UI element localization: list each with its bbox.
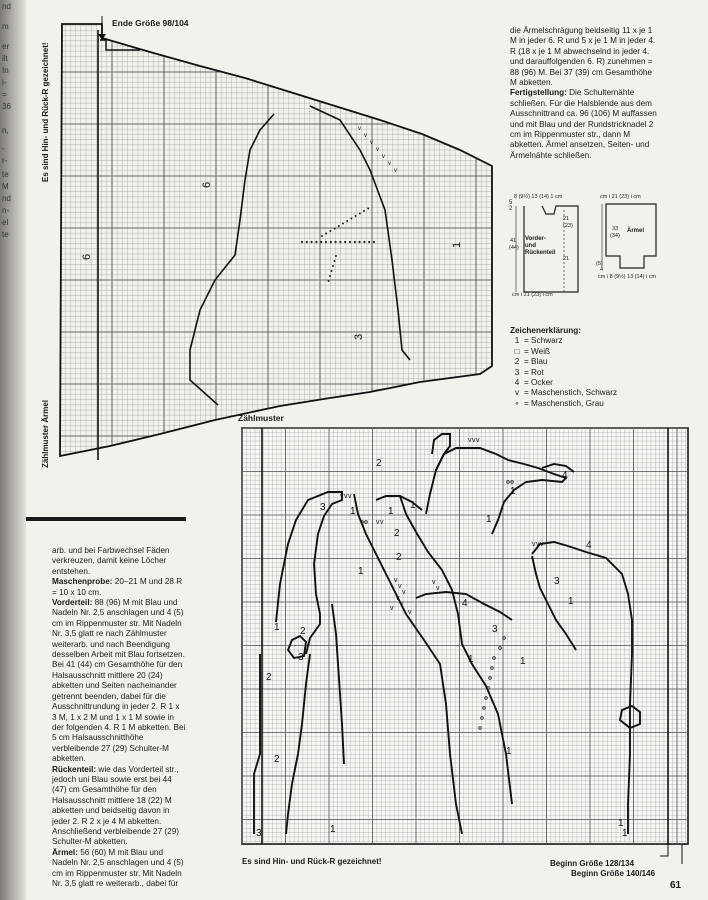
sleeve-chart-colour-border bbox=[190, 114, 274, 405]
body-chart-colour-number: 1 bbox=[468, 654, 474, 665]
legend-symbol: v bbox=[514, 388, 520, 398]
facing-page-fragment: te bbox=[2, 170, 9, 179]
body-schematic-label bbox=[525, 236, 555, 257]
maschenstich-black: v bbox=[390, 605, 394, 612]
facing-page-fragment: er bbox=[2, 42, 10, 51]
sleeve-label: Ärmel: bbox=[52, 847, 78, 857]
facing-page-fragment: 36 bbox=[2, 102, 11, 111]
finishing-text: Die Schulternähte schließen. Für die Halsblende aus dem Ausschnittrand ca. 96 (106) M auffassen und mit Blau und der Rundstricknadel 2 cm im Rippenmuster str., dann M abketten. Ärmel ansetzen, Seiten- und Ärmelnähte schließen. bbox=[510, 88, 657, 160]
facing-page-fragment: te bbox=[2, 230, 9, 239]
legend-symbol: 1 bbox=[514, 336, 520, 346]
facing-page-fragment: nd bbox=[2, 194, 11, 203]
sleeve-schematic-cuff-alt: (5) bbox=[596, 261, 603, 267]
body-chart-colour-number: 2 bbox=[274, 754, 280, 765]
body-schematic-top-measure: 8 (9½) 13 (14) 1 cm bbox=[514, 194, 563, 200]
svg-text:v: v bbox=[394, 168, 397, 174]
body-schematic-neck-depth: 5 bbox=[509, 200, 513, 206]
body-schematic-lower-height: 21 bbox=[563, 256, 570, 262]
legend-item bbox=[510, 347, 670, 357]
body-chart-colour-number: 2 bbox=[300, 626, 306, 637]
legend-symbol: 4 bbox=[514, 378, 520, 388]
facing-page-fragment: n- bbox=[2, 206, 10, 215]
sleeve-chart-colour-number: 3 bbox=[353, 333, 365, 340]
maschenstich-black: v bbox=[476, 437, 480, 444]
facing-page-fragment: i- bbox=[2, 78, 7, 87]
legend-item bbox=[510, 368, 670, 378]
body-chart-colour-number: 2 bbox=[394, 528, 400, 539]
legend-item bbox=[510, 357, 670, 367]
instructions-right-column bbox=[510, 26, 658, 161]
sleeve-chart-outline bbox=[60, 24, 492, 456]
svg-text:v: v bbox=[382, 154, 385, 160]
maschenstich-black: v bbox=[396, 595, 400, 602]
body-chart-colour-number: 2 bbox=[376, 458, 382, 469]
body-chart-frame bbox=[242, 428, 688, 844]
svg-text:v: v bbox=[364, 133, 367, 139]
maschenstich-black: v bbox=[344, 493, 348, 500]
sleeve-chart-grid bbox=[40, 10, 500, 470]
legend-text: = Ocker bbox=[524, 378, 553, 388]
sleeve-text: 56 (60) M mit Blau und Nadeln Nr. 2,5 anschlagen und 4 (5) cm im Rippenmuster str. Mit Nadeln Nr. 3,5 glatt re weiterarb., dabei für bbox=[52, 847, 184, 888]
sleeve-chart-colour-border-2 bbox=[310, 106, 410, 360]
body-chart-colour-number: 1 bbox=[350, 506, 356, 517]
maschenstich-black: v bbox=[432, 579, 436, 586]
maschenstich-black: v bbox=[468, 437, 472, 444]
svg-text:v: v bbox=[376, 147, 379, 153]
begin-size-arrow-2 bbox=[672, 844, 682, 864]
body-schematic-shoulder: 2 bbox=[509, 206, 513, 212]
legend-symbol: 3 bbox=[514, 367, 520, 377]
facing-page-fragment: nd bbox=[2, 2, 11, 11]
maschenstich-black: v bbox=[376, 519, 380, 526]
maschenstich-black: v bbox=[400, 601, 404, 608]
finishing-label: Fertigstellung: bbox=[510, 88, 567, 98]
body-chart-colour-number: 1 bbox=[330, 824, 336, 835]
legend-symbol: □ bbox=[514, 346, 520, 356]
body-schematic-label-line1: Vorder- bbox=[525, 236, 546, 242]
back-label: Rückenteil: bbox=[52, 764, 97, 774]
sleeve-schematic-cuff: 4 bbox=[600, 267, 604, 273]
begin-size-140-label: Beginn Größe 140/146 bbox=[571, 869, 656, 878]
legend-text: = Maschenstich, Grau bbox=[524, 398, 604, 408]
sleeve-shaping-text: die Ärmelschrägung beidseitig 11 x je 1 M in jeder 6. R und 5 x je 1 M in jeder 4. R (18 x je 1 M abwechselnd in jeder 4. und darauffolgenden 6. R) zunehmen = 88 (96) M. Bei 37 (39) cm Gesamthöhe M abketten. bbox=[510, 26, 656, 88]
body-chart-colour-number: 3 bbox=[298, 652, 304, 663]
body-chart-colour-number: 1 bbox=[520, 656, 526, 667]
legend bbox=[510, 326, 670, 409]
legend-text: = Schwarz bbox=[524, 336, 563, 346]
legend-symbol: 2 bbox=[514, 357, 520, 367]
maschenstich-black: v bbox=[340, 493, 344, 500]
sleeve-chart bbox=[40, 10, 513, 470]
sleeve-chart-end-size-label: Ende Größe 98/104 bbox=[112, 18, 189, 28]
body-schematic-total-height: 41 bbox=[510, 238, 517, 244]
sleeve-chart-colour-number: 6 bbox=[81, 253, 93, 260]
svg-text:v: v bbox=[370, 140, 373, 146]
legend-item bbox=[510, 336, 670, 346]
legend-item bbox=[510, 399, 670, 409]
svg-text:v: v bbox=[388, 161, 391, 167]
maschenstich-black: v bbox=[472, 437, 476, 444]
sleeve-schematic-top-width: cm i 21 (23) i cm bbox=[600, 194, 641, 200]
sleeve-chart-colour-number: 1 bbox=[451, 241, 463, 248]
body-chart-colour-number: 1 bbox=[510, 486, 516, 497]
maschenstich-black: v bbox=[540, 541, 544, 548]
body-schematic-total-height-alt: (44) bbox=[509, 245, 519, 251]
facing-page-fragment: = bbox=[2, 90, 7, 99]
legend-item bbox=[510, 378, 670, 388]
body-chart-colour-number: 1 bbox=[506, 746, 512, 757]
maschenstich-black: v bbox=[402, 589, 406, 596]
body-chart-colour-number: 4 bbox=[462, 598, 468, 609]
body-chart-colour-number: 1 bbox=[568, 596, 574, 607]
legend-item bbox=[510, 388, 670, 398]
facing-page-fragment: ilt bbox=[2, 54, 8, 63]
legend-symbol: ∘ bbox=[514, 398, 520, 408]
front-label: Vorderteil: bbox=[52, 598, 93, 608]
body-chart-colour-number: 3 bbox=[554, 576, 560, 587]
intro-text: arb. und bei Farbwechsel Fäden verkreuzen, damit keine Löcher entstehen. bbox=[52, 546, 170, 576]
body-chart-colour-number: 1 bbox=[274, 622, 280, 633]
maschenstich-black: v bbox=[532, 541, 536, 548]
gauge-label: Maschenprobe: bbox=[52, 577, 113, 587]
facing-page-fragment: el bbox=[2, 218, 9, 227]
maschenstich-black: v bbox=[536, 541, 540, 548]
sleeve-schematic-label: Ärmel bbox=[627, 228, 645, 234]
body-chart-colour-number: 1 bbox=[388, 506, 394, 517]
body-chart-colour-number: 1 bbox=[486, 514, 492, 525]
body-chart-title: Zählmuster bbox=[238, 413, 284, 423]
body-chart-colour-number: 4 bbox=[586, 540, 592, 551]
body-schematic-label-line3: Rückenteil bbox=[525, 250, 556, 256]
sleeve-schematic bbox=[596, 192, 666, 282]
maschenstich-black: v bbox=[408, 609, 412, 616]
body-chart-colour-number: 3 bbox=[256, 828, 262, 839]
sleeve-chart-title: Zählmuster Ärmel bbox=[41, 399, 50, 468]
body-chart bbox=[236, 424, 696, 864]
body-chart-footer-note: Es sind Hin- und Rück-R gezeichnet! bbox=[242, 857, 382, 866]
section-divider bbox=[26, 517, 186, 521]
svg-text:v: v bbox=[358, 126, 361, 132]
body-schematic-side-height-alt: (23) bbox=[563, 223, 573, 229]
sleeve-schematic-height: 33 bbox=[612, 226, 619, 232]
begin-size-arrow-1 bbox=[660, 844, 668, 856]
back-text: wie das Vorderteil str., jedoch uni Blau sowie erst bei 44 (47) cm Gesamthöhe für den Halsausschnitt mittlere 18 (22) M abketten und beidseitig davon in jeder 2. R 2 x je 4 M abketten. Anschließend verbleibende 27 (29) Schulter-M abketten. bbox=[52, 764, 179, 847]
body-chart-colour-number: 1 bbox=[358, 566, 364, 577]
body-chart-colour-number: 1 bbox=[410, 500, 416, 511]
legend-text: = Rot bbox=[524, 367, 544, 377]
facing-page-fragment: - bbox=[2, 144, 5, 153]
legend-text: = Blau bbox=[524, 357, 548, 367]
sleeve-schematic-bottom-width: cm i 8 (9½) 13 (14) i cm bbox=[598, 274, 657, 280]
body-chart-colour-number: 1 bbox=[622, 828, 628, 839]
facing-page-fragment: M bbox=[2, 182, 9, 191]
body-chart-colour-number: 2 bbox=[396, 552, 402, 563]
legend-text: = Weiß bbox=[524, 346, 551, 356]
sleeve-chart-step bbox=[100, 40, 140, 50]
body-schematic-width: cm i 21 (23) i cm bbox=[512, 292, 553, 298]
gauge-text: 20–21 M und 28 R = 10 x 10 cm. bbox=[52, 577, 183, 597]
legend-items bbox=[510, 336, 670, 409]
facing-page-fragment: m bbox=[2, 22, 9, 31]
front-text: 88 (96) M mit Blau und Nadeln Nr. 2,5 anschlagen und 4 (5) cm im Rippenmuster str. Mit Nadeln Nr. 3,5 glatt re nach Zählmuster weiterarb. und nach Beendigung desselben Arbeit mit Blau fortsetzen. Bei 41 (44) cm Gesamthöhe für den Halsausschnitt mittlere 20 (24) abketten und Seiten nacheinander getrennt beenden, dabei für die Ausschnittrundung in jeder 2. R 1 x 3 M, 1 x 2 M und 1 x 1 M sowie in der folgenden 4. R 1 M abketten. Bei 5 cm Halsausschnitthöhe verbleibende 27 (29) Schulter-M abketten. bbox=[52, 598, 186, 764]
facing-page-fragment: In bbox=[2, 66, 9, 75]
instructions-left-column bbox=[52, 546, 186, 889]
body-schematic-label-line2: und bbox=[525, 243, 536, 249]
sleeve-chart-side-note: Es sind Hin- und Rück-R gezeichnet! bbox=[41, 42, 50, 182]
legend-title: Zeichenerklärung: bbox=[510, 326, 581, 335]
facing-page-fragment: n, bbox=[2, 126, 9, 135]
sleeve-schematic-height-alt: (34) bbox=[610, 233, 620, 239]
body-schematic-side-height: 21 bbox=[563, 216, 570, 222]
maschenstich-black: v bbox=[348, 493, 352, 500]
begin-size-128-label: Beginn Größe 128/134 bbox=[550, 859, 635, 868]
legend-text: = Maschenstich, Schwarz bbox=[524, 388, 618, 398]
body-chart-colour-number: 2 bbox=[266, 672, 272, 683]
body-chart-colour-number: 3 bbox=[492, 624, 498, 635]
maschenstich-black: v bbox=[380, 519, 384, 526]
maschenstich-black: v bbox=[436, 585, 440, 592]
facing-page-fragment: r- bbox=[2, 156, 8, 165]
maschenstich-black: v bbox=[394, 577, 398, 584]
maschenstich-black: v bbox=[398, 583, 402, 590]
body-chart-colour-number: 3 bbox=[320, 502, 326, 513]
sleeve-chart-colour-number: 6 bbox=[201, 181, 213, 188]
page-number: 61 bbox=[670, 880, 682, 891]
body-chart-colour-number: 4 bbox=[562, 470, 568, 481]
body-chart-colour-number: 1 bbox=[618, 818, 624, 829]
